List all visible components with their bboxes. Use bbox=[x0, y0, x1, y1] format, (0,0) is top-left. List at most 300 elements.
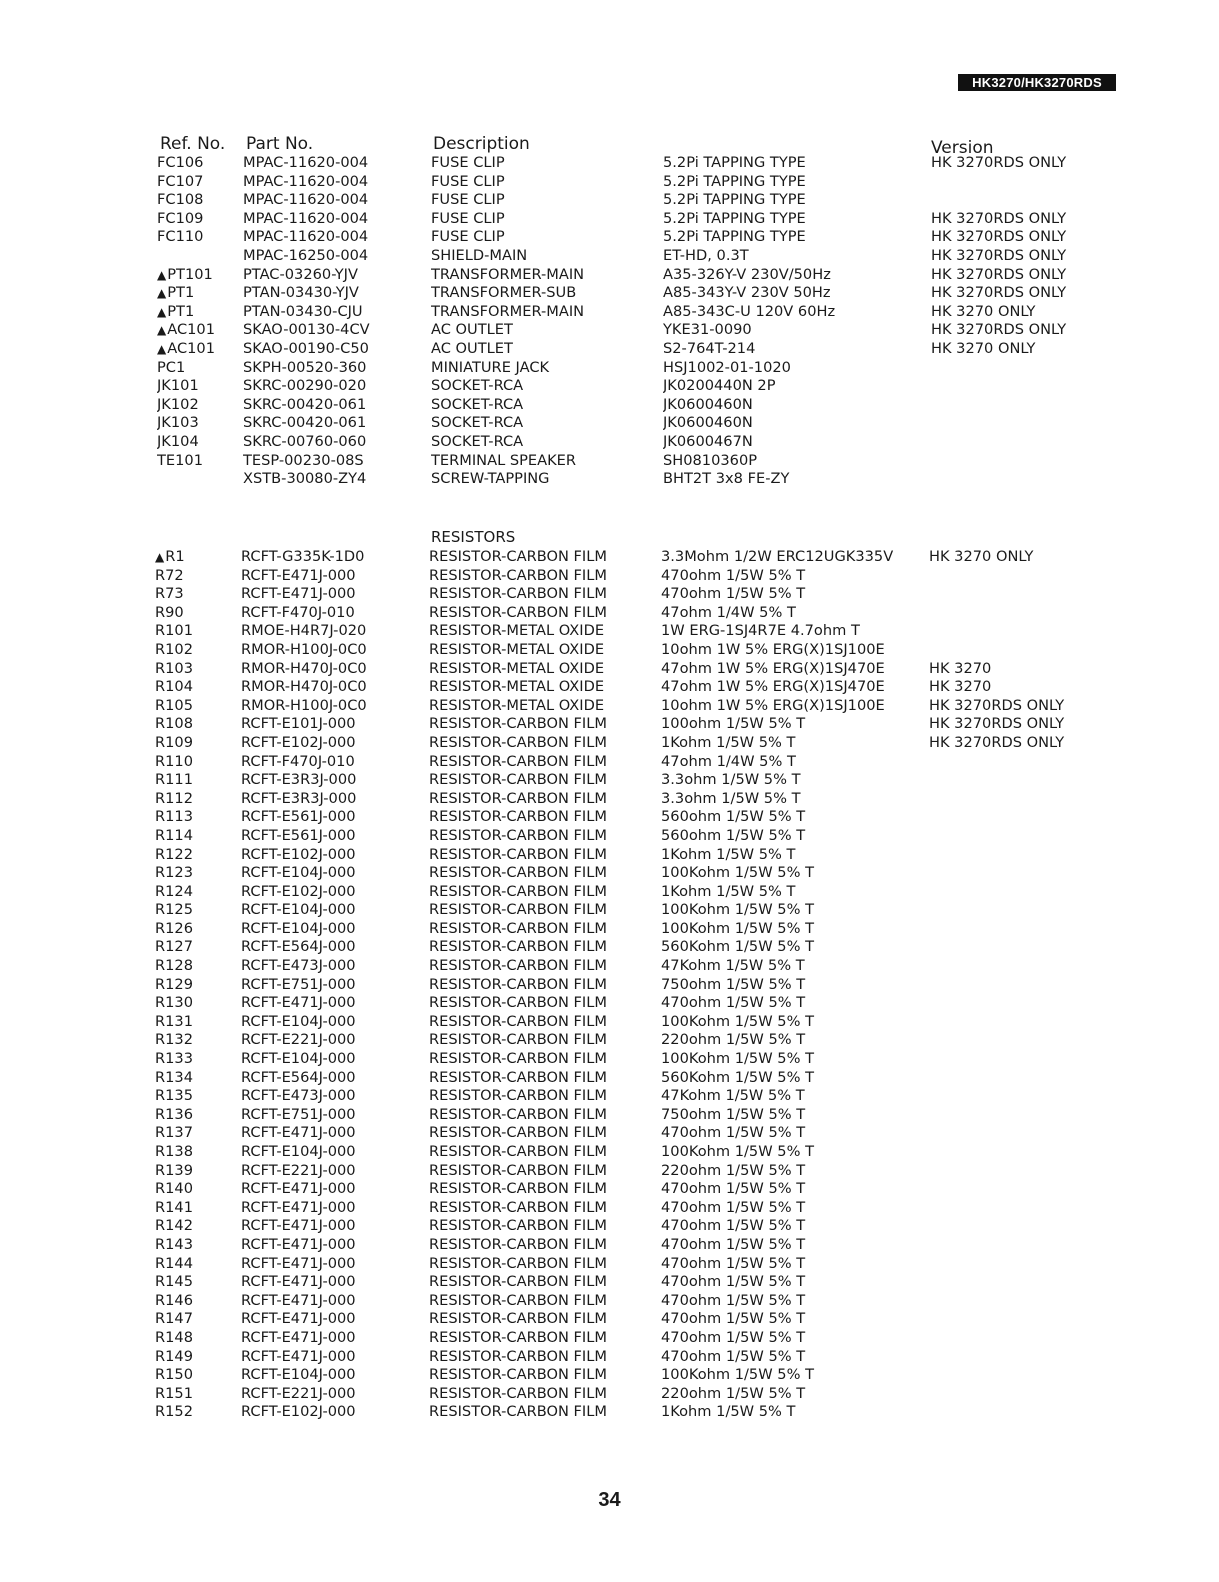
description-cell-text: FUSE CLIP bbox=[431, 172, 505, 190]
table-row bbox=[157, 377, 1111, 396]
spec-cell-text: 470ohm 1/5W 5% T bbox=[661, 585, 806, 603]
ref-no-cell-text: R132 bbox=[155, 1031, 193, 1049]
ref-no-cell bbox=[155, 697, 241, 716]
version-cell bbox=[931, 247, 1111, 266]
part-no-cell-text: RCFT-E3R3J-000 bbox=[241, 771, 357, 789]
part-no-cell bbox=[241, 1143, 429, 1162]
spec-cell bbox=[661, 734, 929, 753]
version-cell bbox=[931, 321, 1111, 340]
ref-no-cell-text: R126 bbox=[155, 919, 193, 937]
ref-no-cell bbox=[155, 808, 241, 827]
spec-cell bbox=[663, 228, 931, 247]
part-no-cell bbox=[241, 1162, 429, 1181]
part-no-cell-text: RCFT-E471J-000 bbox=[241, 1198, 356, 1216]
ref-no-cell bbox=[155, 1106, 241, 1125]
safety-warning-icon: ▲ bbox=[157, 304, 167, 319]
spec-cell bbox=[663, 396, 931, 415]
spec-cell-text: A35-326Y-V 230V/50Hz bbox=[663, 265, 831, 283]
part-no-cell-text: RCFT-E102J-000 bbox=[241, 882, 356, 900]
part-no-cell-text: RCFT-E471J-000 bbox=[241, 1347, 356, 1365]
description-cell-text: RESISTOR-CARBON FILM bbox=[429, 548, 607, 565]
ref-no-cell bbox=[157, 284, 243, 303]
part-no-cell-text: TESP-00230-08S bbox=[243, 451, 364, 469]
ref-no-cell bbox=[155, 864, 241, 883]
part-no-cell-text: RCFT-E473J-000 bbox=[241, 957, 356, 975]
ref-no-cell bbox=[155, 678, 241, 697]
description-cell bbox=[429, 697, 661, 716]
spec-cell-text: 470ohm 1/5W 5% T bbox=[661, 1124, 806, 1142]
table-row bbox=[155, 938, 1109, 957]
description-cell-text: RESISTOR-CARBON FILM bbox=[429, 1198, 607, 1216]
spec-cell bbox=[661, 641, 929, 660]
description-cell-text: SOCKET-RCA bbox=[431, 377, 524, 395]
spec-cell bbox=[661, 715, 929, 734]
description-cell bbox=[429, 1162, 661, 1181]
table-row bbox=[155, 1050, 1109, 1069]
ref-no-cell bbox=[157, 359, 243, 378]
table-row bbox=[155, 976, 1109, 995]
ref-no-cell bbox=[155, 622, 241, 641]
version-cell bbox=[931, 154, 1111, 173]
spec-cell-text: HSJ1002-01-1020 bbox=[663, 358, 791, 376]
ref-no-cell-text: AC101 bbox=[167, 339, 216, 357]
table-row bbox=[155, 901, 1109, 920]
table-row bbox=[155, 790, 1109, 809]
spec-cell bbox=[663, 266, 931, 285]
description-cell bbox=[429, 1143, 661, 1162]
spec-cell bbox=[661, 920, 929, 939]
part-no-cell bbox=[241, 1069, 429, 1088]
column-header-ref-no: Ref. No. bbox=[160, 134, 226, 154]
description-cell bbox=[429, 1366, 661, 1385]
table-row bbox=[157, 359, 1111, 378]
part-no-cell bbox=[243, 173, 431, 192]
spec-cell bbox=[661, 1106, 929, 1125]
part-no-cell-text: RCFT-E221J-000 bbox=[241, 1384, 356, 1402]
description-cell bbox=[429, 901, 661, 920]
ref-no-cell-text: R72 bbox=[155, 566, 184, 584]
ref-no-cell-text: R125 bbox=[155, 901, 193, 919]
version-cell bbox=[929, 660, 1109, 679]
spec-cell bbox=[663, 247, 931, 266]
spec-cell bbox=[661, 1069, 929, 1088]
spec-cell bbox=[661, 1385, 929, 1404]
ref-no-cell bbox=[155, 548, 241, 567]
description-cell-text: RESISTOR-CARBON FILM bbox=[429, 1050, 607, 1068]
ref-no-cell bbox=[157, 303, 243, 322]
description-cell-text: RESISTOR-CARBON FILM bbox=[429, 715, 607, 733]
spec-cell bbox=[661, 1255, 929, 1274]
ref-no-cell bbox=[157, 414, 243, 433]
spec-cell-text: 750ohm 1/5W 5% T bbox=[661, 1105, 806, 1123]
spec-cell bbox=[661, 1348, 929, 1367]
part-no-cell-text: SKRC-00290-020 bbox=[243, 377, 367, 395]
spec-cell-text: 1Kohm 1/5W 5% T bbox=[661, 845, 796, 863]
spec-cell bbox=[661, 1124, 929, 1143]
ref-no-cell-text: JK102 bbox=[157, 395, 199, 413]
spec-cell bbox=[661, 976, 929, 995]
part-no-cell bbox=[241, 846, 429, 865]
part-no-cell bbox=[241, 641, 429, 660]
ref-no-cell-text: R130 bbox=[155, 994, 193, 1012]
spec-cell-text: ET-HD, 0.3T bbox=[663, 246, 749, 264]
spec-cell-text: 560Kohm 1/5W 5% T bbox=[661, 1068, 814, 1086]
part-no-cell bbox=[241, 994, 429, 1013]
ref-no-cell-text: R73 bbox=[155, 585, 184, 603]
part-no-cell bbox=[241, 1106, 429, 1125]
part-no-cell bbox=[241, 1348, 429, 1367]
description-cell-text: RESISTOR-CARBON FILM bbox=[429, 1012, 607, 1030]
table-row bbox=[155, 846, 1109, 865]
ref-no-cell-text: JK104 bbox=[157, 432, 199, 450]
table-row bbox=[157, 303, 1111, 322]
part-no-cell bbox=[243, 191, 431, 210]
part-no-cell-text: RCFT-E104J-000 bbox=[241, 1012, 356, 1030]
version-cell bbox=[929, 753, 1109, 772]
part-no-cell-text: RCFT-E561J-000 bbox=[241, 826, 356, 844]
spec-cell bbox=[661, 697, 929, 716]
description-cell-text: RESISTOR-METAL OXIDE bbox=[429, 640, 605, 658]
description-cell bbox=[431, 284, 663, 303]
description-cell bbox=[429, 771, 661, 790]
part-no-cell-text: RCFT-E221J-000 bbox=[241, 1031, 356, 1049]
spec-cell-text: 470ohm 1/5W 5% T bbox=[661, 1310, 806, 1328]
safety-warning-icon: ▲ bbox=[157, 267, 167, 282]
part-no-cell-text: PTAN-03430-CJU bbox=[243, 302, 363, 320]
version-cell bbox=[931, 414, 1111, 433]
part-no-cell-text: RCFT-E102J-000 bbox=[241, 1403, 356, 1421]
ref-no-cell-text: R127 bbox=[155, 938, 193, 956]
version-cell-text: HK 3270RDS ONLY bbox=[931, 154, 1067, 171]
description-cell-text: RESISTOR-CARBON FILM bbox=[429, 1217, 607, 1235]
part-no-cell bbox=[243, 247, 431, 266]
part-no-cell-text: RCFT-E104J-000 bbox=[241, 1050, 356, 1068]
spec-cell-text: JK0600460N bbox=[663, 414, 753, 432]
ref-no-cell bbox=[157, 247, 243, 266]
ref-no-cell-text: R146 bbox=[155, 1291, 193, 1309]
description-cell-text: TRANSFORMER-SUB bbox=[431, 284, 577, 302]
version-cell bbox=[929, 604, 1109, 623]
part-no-cell bbox=[241, 1310, 429, 1329]
description-cell-text: RESISTOR-CARBON FILM bbox=[429, 826, 607, 844]
spec-cell bbox=[661, 771, 929, 790]
spec-cell bbox=[663, 359, 931, 378]
table-row bbox=[155, 1013, 1109, 1032]
spec-cell bbox=[661, 808, 929, 827]
description-cell bbox=[431, 396, 663, 415]
version-cell bbox=[929, 994, 1109, 1013]
ref-no-cell-text: R1 bbox=[165, 548, 185, 565]
version-cell bbox=[929, 1050, 1109, 1069]
spec-cell bbox=[663, 470, 931, 489]
description-cell bbox=[429, 1217, 661, 1236]
version-cell bbox=[929, 920, 1109, 939]
spec-cell-text: 5.2Pi TAPPING TYPE bbox=[663, 154, 806, 171]
table-row bbox=[157, 414, 1111, 433]
ref-no-cell bbox=[155, 1273, 241, 1292]
spec-cell-text: 470ohm 1/5W 5% T bbox=[661, 566, 806, 584]
part-no-cell bbox=[241, 1236, 429, 1255]
spec-cell-text: 100Kohm 1/5W 5% T bbox=[661, 901, 814, 919]
spec-cell-text: 470ohm 1/5W 5% T bbox=[661, 1328, 806, 1346]
part-no-cell-text: RCFT-E471J-000 bbox=[241, 566, 356, 584]
version-cell-text: HK 3270 bbox=[929, 678, 992, 696]
spec-cell bbox=[661, 1273, 929, 1292]
version-cell bbox=[929, 1031, 1109, 1050]
table-row bbox=[155, 957, 1109, 976]
spec-cell bbox=[663, 452, 931, 471]
part-no-cell bbox=[241, 1385, 429, 1404]
description-cell-text: RESISTOR-CARBON FILM bbox=[429, 1403, 607, 1421]
table-row bbox=[155, 585, 1109, 604]
ref-no-cell bbox=[155, 957, 241, 976]
version-cell bbox=[931, 173, 1111, 192]
description-cell bbox=[431, 228, 663, 247]
ref-no-cell bbox=[155, 604, 241, 623]
version-cell-text: HK 3270RDS ONLY bbox=[931, 228, 1067, 246]
description-cell bbox=[431, 266, 663, 285]
description-cell-text: RESISTOR-CARBON FILM bbox=[429, 1273, 607, 1291]
spec-cell-text: 220ohm 1/5W 5% T bbox=[661, 1384, 806, 1402]
spec-cell-text: 470ohm 1/5W 5% T bbox=[661, 1254, 806, 1272]
version-cell bbox=[929, 808, 1109, 827]
version-cell bbox=[929, 1329, 1109, 1348]
ref-no-cell-text: R142 bbox=[155, 1217, 193, 1235]
spec-cell-text: A85-343Y-V 230V 50Hz bbox=[663, 284, 831, 302]
part-no-cell-text: RCFT-E471J-000 bbox=[241, 1180, 356, 1198]
version-cell-text: HK 3270RDS ONLY bbox=[931, 265, 1067, 283]
description-cell-text: RESISTOR-CARBON FILM bbox=[429, 919, 607, 937]
spec-cell bbox=[663, 303, 931, 322]
part-no-cell-text: RCFT-E471J-000 bbox=[241, 1273, 356, 1291]
version-cell bbox=[929, 1255, 1109, 1274]
spec-cell bbox=[661, 1143, 929, 1162]
ref-no-cell-text: R140 bbox=[155, 1180, 193, 1198]
description-cell bbox=[431, 321, 663, 340]
ref-no-cell-text: R147 bbox=[155, 1310, 193, 1328]
description-cell-text: RESISTOR-CARBON FILM bbox=[429, 1328, 607, 1346]
spec-cell bbox=[663, 377, 931, 396]
description-cell-text: RESISTOR-CARBON FILM bbox=[429, 1384, 607, 1402]
description-cell-text: AC OUTLET bbox=[431, 339, 513, 357]
table-row bbox=[155, 678, 1109, 697]
ref-no-cell bbox=[155, 1087, 241, 1106]
description-cell-text: RESISTOR-CARBON FILM bbox=[429, 771, 607, 789]
ref-no-cell bbox=[155, 1143, 241, 1162]
ref-no-cell-text: R139 bbox=[155, 1161, 193, 1179]
ref-no-cell-text: R138 bbox=[155, 1143, 193, 1160]
description-cell bbox=[429, 604, 661, 623]
spec-cell bbox=[661, 1329, 929, 1348]
spec-cell-text: 3.3ohm 1/5W 5% T bbox=[661, 789, 801, 807]
spec-cell-text: 5.2Pi TAPPING TYPE bbox=[663, 228, 806, 246]
part-no-cell-text: RCFT-G335K-1D0 bbox=[241, 548, 365, 565]
part-no-cell bbox=[241, 938, 429, 957]
description-cell-text: TERMINAL SPEAKER bbox=[431, 451, 577, 469]
description-cell-text: RESISTOR-CARBON FILM bbox=[429, 1254, 607, 1272]
version-cell bbox=[929, 1310, 1109, 1329]
column-header-description: Description bbox=[433, 134, 530, 154]
ref-no-cell-text: R105 bbox=[155, 696, 193, 714]
ref-no-cell bbox=[155, 1069, 241, 1088]
part-no-cell bbox=[241, 883, 429, 902]
ref-no-cell-text: R122 bbox=[155, 845, 193, 863]
description-cell-text: RESISTOR-CARBON FILM bbox=[429, 1087, 607, 1105]
description-cell-text: RESISTOR-CARBON FILM bbox=[429, 1291, 607, 1309]
part-no-cell bbox=[241, 734, 429, 753]
ref-no-cell-text: R149 bbox=[155, 1347, 193, 1365]
table-row bbox=[155, 994, 1109, 1013]
version-cell bbox=[929, 827, 1109, 846]
spec-cell bbox=[661, 1366, 929, 1385]
ref-no-cell bbox=[157, 154, 243, 173]
part-no-cell-text: RCFT-E104J-000 bbox=[241, 901, 356, 919]
part-no-cell bbox=[241, 1180, 429, 1199]
part-no-cell bbox=[241, 585, 429, 604]
description-cell bbox=[431, 303, 663, 322]
spec-cell-text: 10ohm 1W 5% ERG(X)1SJ100E bbox=[661, 696, 885, 714]
ref-no-cell-text: FC106 bbox=[157, 154, 204, 171]
version-cell bbox=[931, 303, 1111, 322]
ref-no-cell bbox=[155, 920, 241, 939]
description-cell bbox=[431, 470, 663, 489]
spec-cell-text: JK0200440N 2P bbox=[663, 377, 776, 395]
version-cell bbox=[929, 864, 1109, 883]
description-cell bbox=[429, 976, 661, 995]
table-row bbox=[157, 228, 1111, 247]
spec-cell bbox=[661, 1031, 929, 1050]
ref-no-cell-text: R109 bbox=[155, 733, 193, 751]
description-cell bbox=[429, 1292, 661, 1311]
ref-no-cell-text: R104 bbox=[155, 678, 193, 696]
description-cell bbox=[431, 414, 663, 433]
description-cell-text: FUSE CLIP bbox=[431, 154, 505, 171]
safety-warning-icon: ▲ bbox=[157, 323, 167, 338]
part-no-cell bbox=[243, 303, 431, 322]
version-cell bbox=[929, 567, 1109, 586]
table-row bbox=[155, 548, 1109, 567]
part-no-cell-text: RMOR-H470J-0C0 bbox=[241, 678, 367, 696]
ref-no-cell-text: JK103 bbox=[157, 414, 199, 432]
description-cell-text: RESISTOR-METAL OXIDE bbox=[429, 659, 605, 677]
spec-cell bbox=[661, 846, 929, 865]
description-cell-text: RESISTOR-METAL OXIDE bbox=[429, 622, 605, 640]
spec-cell bbox=[661, 864, 929, 883]
version-cell bbox=[929, 715, 1109, 734]
version-cell bbox=[929, 1143, 1109, 1162]
part-no-cell bbox=[241, 1366, 429, 1385]
part-no-cell bbox=[241, 548, 429, 567]
part-no-cell-text: SKRC-00760-060 bbox=[243, 432, 367, 450]
description-cell bbox=[429, 846, 661, 865]
part-no-cell-text: SKRC-00420-061 bbox=[243, 395, 367, 413]
spec-cell-text: 750ohm 1/5W 5% T bbox=[661, 975, 806, 993]
part-no-cell bbox=[241, 1013, 429, 1032]
part-no-cell-text: RCFT-E564J-000 bbox=[241, 938, 356, 956]
part-no-cell-text: PTAN-03430-YJV bbox=[243, 284, 359, 302]
spec-cell bbox=[663, 433, 931, 452]
part-no-cell bbox=[243, 321, 431, 340]
ref-no-cell bbox=[157, 452, 243, 471]
description-cell-text: RESISTOR-CARBON FILM bbox=[429, 789, 607, 807]
version-cell bbox=[931, 191, 1111, 210]
part-no-cell-text: RCFT-E471J-000 bbox=[241, 1328, 356, 1346]
version-cell bbox=[929, 734, 1109, 753]
version-cell bbox=[929, 1385, 1109, 1404]
ref-no-cell bbox=[155, 1050, 241, 1069]
spec-cell-text: 5.2Pi TAPPING TYPE bbox=[663, 191, 806, 209]
table-row bbox=[155, 641, 1109, 660]
part-no-cell-text: RCFT-E471J-000 bbox=[241, 1254, 356, 1272]
description-cell-text: RESISTOR-CARBON FILM bbox=[429, 1310, 607, 1328]
ref-no-cell-text: R145 bbox=[155, 1273, 193, 1291]
table-row bbox=[155, 1385, 1109, 1404]
part-no-cell-text: RCFT-F470J-010 bbox=[241, 603, 355, 621]
version-cell bbox=[929, 771, 1109, 790]
part-no-cell bbox=[241, 1292, 429, 1311]
ref-no-cell bbox=[155, 715, 241, 734]
part-no-cell bbox=[241, 622, 429, 641]
description-cell bbox=[429, 1031, 661, 1050]
parts-table-general bbox=[157, 154, 1111, 489]
version-cell-text: HK 3270RDS ONLY bbox=[929, 715, 1065, 733]
description-cell bbox=[429, 1180, 661, 1199]
spec-cell bbox=[661, 548, 929, 567]
ref-no-cell bbox=[157, 173, 243, 192]
table-row bbox=[155, 715, 1109, 734]
description-cell-text: SOCKET-RCA bbox=[431, 414, 524, 432]
table-row bbox=[157, 452, 1111, 471]
spec-cell bbox=[661, 1162, 929, 1181]
description-cell-text: RESISTOR-CARBON FILM bbox=[429, 733, 607, 751]
ref-no-cell-text: PC1 bbox=[157, 358, 186, 376]
description-cell bbox=[431, 433, 663, 452]
column-header-part-no: Part No. bbox=[246, 134, 314, 154]
spec-cell-text: 47ohm 1W 5% ERG(X)1SJ470E bbox=[661, 678, 885, 696]
ref-no-cell-text: R124 bbox=[155, 882, 193, 900]
description-cell bbox=[429, 1385, 661, 1404]
spec-cell bbox=[661, 678, 929, 697]
ref-no-cell-text: TE101 bbox=[157, 451, 203, 469]
description-cell-text: RESISTOR-CARBON FILM bbox=[429, 566, 607, 584]
version-cell-text: HK 3270RDS ONLY bbox=[929, 696, 1065, 714]
description-cell-text: RESISTOR-CARBON FILM bbox=[429, 938, 607, 956]
version-cell bbox=[929, 1013, 1109, 1032]
ref-no-cell bbox=[155, 901, 241, 920]
spec-cell-text: 47ohm 1W 5% ERG(X)1SJ470E bbox=[661, 659, 885, 677]
part-no-cell-text: RCFT-E471J-000 bbox=[241, 585, 356, 603]
ref-no-cell-text: R137 bbox=[155, 1124, 193, 1142]
version-cell-text: HK 3270 ONLY bbox=[929, 548, 1034, 565]
parts-table-resistors bbox=[155, 548, 1109, 1422]
description-cell bbox=[429, 1348, 661, 1367]
description-cell bbox=[429, 1255, 661, 1274]
description-cell bbox=[429, 827, 661, 846]
spec-cell bbox=[661, 1310, 929, 1329]
description-cell bbox=[429, 1199, 661, 1218]
spec-cell bbox=[663, 284, 931, 303]
ref-no-cell bbox=[155, 1162, 241, 1181]
description-cell-text: FUSE CLIP bbox=[431, 209, 505, 227]
spec-cell-text: A85-343C-U 120V 60Hz bbox=[663, 302, 836, 320]
table-row bbox=[155, 883, 1109, 902]
part-no-cell bbox=[243, 154, 431, 173]
part-no-cell bbox=[241, 678, 429, 697]
description-cell-text: RESISTOR-CARBON FILM bbox=[429, 1031, 607, 1049]
table-row bbox=[155, 1366, 1109, 1385]
version-cell bbox=[931, 284, 1111, 303]
part-no-cell bbox=[243, 210, 431, 229]
